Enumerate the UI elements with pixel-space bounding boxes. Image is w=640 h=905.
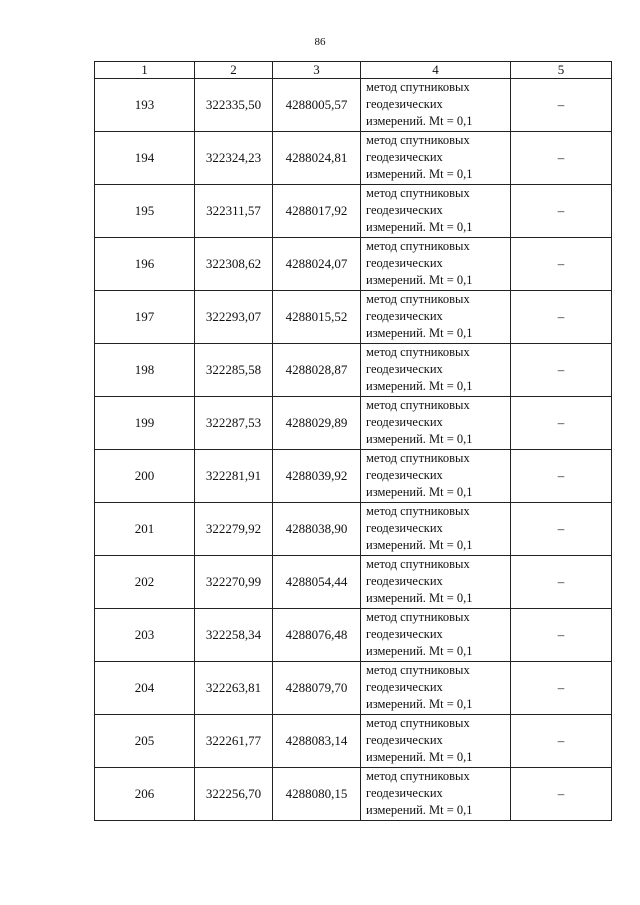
y-coordinate-cell: 4288028,87 [273, 344, 361, 397]
column-header-3: 3 [273, 62, 361, 79]
method-text-line: метод спутниковых [366, 451, 470, 465]
table-row [95, 450, 612, 503]
x-coordinate-cell: 322270,99 [195, 556, 273, 609]
method-text-line: измерений. Mt = 0,1 [366, 803, 473, 817]
method-cell [361, 768, 511, 821]
point-number-cell: 195 [95, 185, 195, 238]
method-text-line: метод спутниковых [366, 133, 470, 147]
method-text-line: измерений. Mt = 0,1 [366, 750, 473, 764]
point-number-cell: 200 [95, 450, 195, 503]
x-coordinate-cell: 322263,81 [195, 662, 273, 715]
method-text-line: метод спутниковых [366, 186, 470, 200]
x-coordinate-cell: 322258,34 [195, 609, 273, 662]
table-row [95, 715, 612, 768]
method-text-line: геодезических [366, 150, 443, 164]
method-cell [361, 79, 511, 132]
y-coordinate-cell: 4288079,70 [273, 662, 361, 715]
method-text-line: метод спутниковых [366, 504, 470, 518]
method-text-line: геодезических [366, 521, 443, 535]
x-coordinate-cell: 322256,70 [195, 768, 273, 821]
method-cell [361, 291, 511, 344]
note-cell: – [511, 715, 612, 768]
point-number-cell: 199 [95, 397, 195, 450]
note-cell: – [511, 662, 612, 715]
x-coordinate-cell: 322281,91 [195, 450, 273, 503]
method-text-line: метод спутниковых [366, 716, 470, 730]
note-cell: – [511, 185, 612, 238]
y-coordinate-cell: 4288024,07 [273, 238, 361, 291]
method-text-line: геодезических [366, 309, 443, 323]
note-cell: – [511, 397, 612, 450]
method-cell [361, 556, 511, 609]
method-text-line: геодезических [366, 362, 443, 376]
column-header-4: 4 [361, 62, 511, 79]
method-text-line: геодезических [366, 786, 443, 800]
method-text-line: геодезических [366, 203, 443, 217]
x-coordinate-cell: 322308,62 [195, 238, 273, 291]
y-coordinate-cell: 4288076,48 [273, 609, 361, 662]
point-number-cell: 206 [95, 768, 195, 821]
note-cell: – [511, 291, 612, 344]
y-coordinate-cell: 4288015,52 [273, 291, 361, 344]
y-coordinate-cell: 4288083,14 [273, 715, 361, 768]
method-cell [361, 185, 511, 238]
table-row [95, 556, 612, 609]
coordinates-table [94, 61, 612, 821]
table-row [95, 344, 612, 397]
method-text-line: метод спутниковых [366, 557, 470, 571]
method-text-line: измерений. Mt = 0,1 [366, 273, 473, 287]
column-header-2: 2 [195, 62, 273, 79]
method-text-line: измерений. Mt = 0,1 [366, 538, 473, 552]
y-coordinate-cell: 4288005,57 [273, 79, 361, 132]
point-number-cell: 202 [95, 556, 195, 609]
method-text-line: метод спутниковых [366, 239, 470, 253]
method-text-line: метод спутниковых [366, 610, 470, 624]
column-header-1: 1 [95, 62, 195, 79]
table-header-row [95, 62, 612, 79]
method-cell [361, 503, 511, 556]
note-cell: – [511, 556, 612, 609]
method-cell [361, 344, 511, 397]
point-number-cell: 197 [95, 291, 195, 344]
table-row [95, 185, 612, 238]
table-row [95, 662, 612, 715]
point-number-cell: 194 [95, 132, 195, 185]
point-number-cell: 205 [95, 715, 195, 768]
method-text-line: геодезических [366, 256, 443, 270]
method-text-line: измерений. Mt = 0,1 [366, 485, 473, 499]
method-text-line: измерений. Mt = 0,1 [366, 379, 473, 393]
table-row [95, 609, 612, 662]
note-cell: – [511, 450, 612, 503]
method-text-line: геодезических [366, 468, 443, 482]
point-number-cell: 196 [95, 238, 195, 291]
y-coordinate-cell: 4288024,81 [273, 132, 361, 185]
point-number-cell: 201 [95, 503, 195, 556]
x-coordinate-cell: 322335,50 [195, 79, 273, 132]
note-cell: – [511, 503, 612, 556]
method-text-line: геодезических [366, 733, 443, 747]
x-coordinate-cell: 322279,92 [195, 503, 273, 556]
method-text-line: геодезических [366, 415, 443, 429]
table-row [95, 132, 612, 185]
method-text-line: метод спутниковых [366, 345, 470, 359]
method-text-line: метод спутниковых [366, 398, 470, 412]
table-row [95, 238, 612, 291]
point-number-cell: 203 [95, 609, 195, 662]
y-coordinate-cell: 4288080,15 [273, 768, 361, 821]
y-coordinate-cell: 4288054,44 [273, 556, 361, 609]
table-row [95, 397, 612, 450]
method-text-line: измерений. Mt = 0,1 [366, 220, 473, 234]
point-number-cell: 198 [95, 344, 195, 397]
x-coordinate-cell: 322293,07 [195, 291, 273, 344]
method-cell [361, 662, 511, 715]
y-coordinate-cell: 4288029,89 [273, 397, 361, 450]
point-number-cell: 193 [95, 79, 195, 132]
y-coordinate-cell: 4288039,92 [273, 450, 361, 503]
method-text-line: измерений. Mt = 0,1 [366, 326, 473, 340]
method-text-line: измерений. Mt = 0,1 [366, 591, 473, 605]
method-cell [361, 609, 511, 662]
note-cell: – [511, 132, 612, 185]
method-text-line: метод спутниковых [366, 80, 470, 94]
note-cell: – [511, 238, 612, 291]
y-coordinate-cell: 4288017,92 [273, 185, 361, 238]
method-text-line: измерений. Mt = 0,1 [366, 114, 473, 128]
table-row [95, 503, 612, 556]
table-row [95, 79, 612, 132]
method-text-line: измерений. Mt = 0,1 [366, 432, 473, 446]
table-row [95, 768, 612, 821]
method-cell [361, 238, 511, 291]
method-cell [361, 132, 511, 185]
method-text-line: геодезических [366, 97, 443, 111]
method-text-line: метод спутниковых [366, 292, 470, 306]
x-coordinate-cell: 322287,53 [195, 397, 273, 450]
note-cell: – [511, 344, 612, 397]
method-text-line: метод спутниковых [366, 769, 470, 783]
method-cell [361, 450, 511, 503]
x-coordinate-cell: 322324,23 [195, 132, 273, 185]
method-text-line: измерений. Mt = 0,1 [366, 167, 473, 181]
method-cell [361, 397, 511, 450]
method-text-line: геодезических [366, 574, 443, 588]
method-text-line: метод спутниковых [366, 663, 470, 677]
point-number-cell: 204 [95, 662, 195, 715]
y-coordinate-cell: 4288038,90 [273, 503, 361, 556]
table-row [95, 291, 612, 344]
note-cell: – [511, 609, 612, 662]
page-number: 86 [314, 36, 326, 48]
note-cell: – [511, 79, 612, 132]
x-coordinate-cell: 322285,58 [195, 344, 273, 397]
method-text-line: геодезических [366, 680, 443, 694]
column-header-5: 5 [511, 62, 612, 79]
x-coordinate-cell: 322261,77 [195, 715, 273, 768]
method-text-line: измерений. Mt = 0,1 [366, 644, 473, 658]
method-text-line: геодезических [366, 627, 443, 641]
method-cell [361, 715, 511, 768]
method-text-line: измерений. Mt = 0,1 [366, 697, 473, 711]
note-cell: – [511, 768, 612, 821]
x-coordinate-cell: 322311,57 [195, 185, 273, 238]
table-body [95, 79, 612, 821]
